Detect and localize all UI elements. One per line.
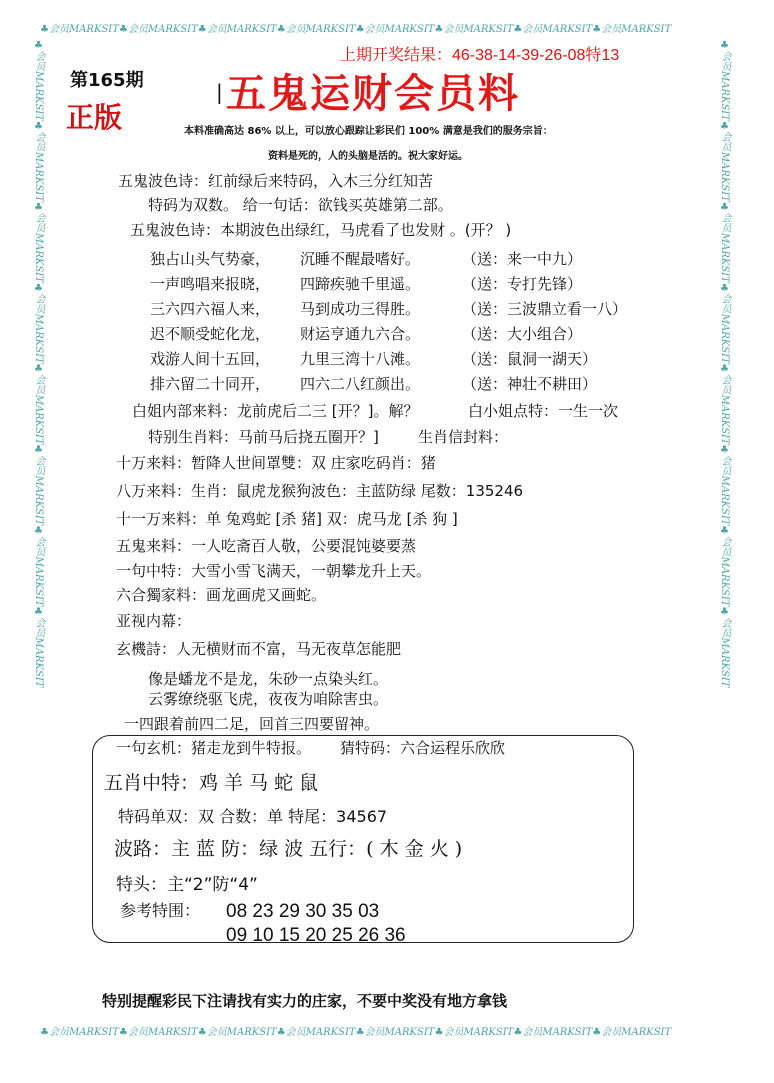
shiyiwan-line: 十一万来料：单 兔鸡蛇 [杀 猪] 双：虎马龙 [杀 狗 ] bbox=[116, 510, 458, 528]
baixiao-line: 白小姐点特：一生一次 bbox=[468, 402, 619, 420]
verse-a: 一声鸣唱来报晓， bbox=[150, 275, 271, 293]
danshuang-line: 特码单双：双 合数：单 特尾：34567 bbox=[118, 807, 388, 826]
verse-c: （送：专打先锋） bbox=[462, 275, 583, 293]
last-result: 上期开奖结果：46-38-14-39-26-08特13 bbox=[340, 47, 620, 64]
watermark-right: ♣会员MARKSIT♣会员MARKSIT♣会员MARKSIT♣会员MARKSIT♣会员MARKSIT♣会员MARKSIT♣会员MARKSIT♣会员MARKSIT bbox=[719, 40, 730, 688]
page-title: 五鬼运财会员料 bbox=[226, 70, 520, 117]
cai-line: 猜特码：六合运程乐欣欣 bbox=[340, 739, 506, 757]
verse-a: 排六留二十同开， bbox=[150, 375, 271, 393]
verse-c: （送：神壮不耕田） bbox=[462, 375, 598, 393]
special-line: 特别生肖料：马前马后挠五圈开？] bbox=[148, 428, 379, 446]
watermark-top: ♣会员MARKSIT♣会员MARKSIT♣会员MARKSIT♣会员MARKSIT♣会员MARKSIT♣会员MARKSIT♣会员MARKSIT♣会员MARKSIT bbox=[40, 24, 672, 35]
xuanji-verse-3: 一四跟着前四二足，回首三四要留神。 bbox=[124, 715, 380, 733]
verse-a: 迟不顺受蛇化龙， bbox=[150, 325, 271, 343]
verse-a: 独占山头气势豪， bbox=[150, 250, 271, 268]
verse-a: 戏游人间十五回， bbox=[150, 350, 271, 368]
subtitle-accuracy: 本料准确高达 86% 以上，可以放心跟踪让彩民们 100% 满意是我们的服务宗旨： bbox=[184, 126, 553, 137]
verse-b: 沉睡不醒最嗜好。 bbox=[300, 250, 421, 268]
verse-c: （送：大小组合） bbox=[462, 325, 583, 343]
cankao-row-1: 08 23 29 30 35 03 bbox=[226, 901, 380, 922]
title-bar: | bbox=[216, 80, 223, 104]
tetou-line: 特头：主“2”防“4” bbox=[116, 875, 258, 895]
shengxiao-line: 生肖信封料： bbox=[418, 428, 509, 446]
poem-line-3: 五鬼波色诗：本期波色出绿红，马虎看了也发财 。(开？ ) bbox=[130, 221, 512, 239]
yashi-line: 亚视内幕： bbox=[116, 612, 192, 630]
watermark-bottom: ♣会员MARKSIT♣会员MARKSIT♣会员MARKSIT♣会员MARKSIT♣会员MARKSIT♣会员MARKSIT♣会员MARKSIT♣会员MARKSIT bbox=[40, 1027, 672, 1038]
verse-b: 四蹄疾驰千里遥。 bbox=[300, 275, 421, 293]
xuanji-verse-1: 像是蟠龙不是龙，朱砂一点染头红。 bbox=[148, 670, 389, 688]
cankao-row-2: 09 10 15 20 25 26 36 bbox=[226, 925, 406, 946]
issue-number: 第165期 bbox=[70, 70, 144, 91]
genuine-label: 正版 bbox=[66, 101, 123, 134]
poem-line-1: 五鬼波色诗：红前绿后来特码，入木三分红知苦 bbox=[118, 172, 434, 190]
shiwan-line: 十万来料：暂降人世间罩雙：双 庄家吃码肖：猪 bbox=[116, 454, 436, 472]
poem-line-2: 特码为双数。 给一句话：欲钱买英雄第二部。 bbox=[148, 196, 453, 214]
yiju-line: 一句中特：大雪小雪飞满天，一朝攀龙升上天。 bbox=[116, 562, 432, 580]
verse-a: 三六四六福人来， bbox=[150, 300, 271, 318]
verse-b: 马到成功三得胜。 bbox=[300, 300, 421, 318]
bolu-line: 波路：主 蓝 防：绿 波 五行：( 木 金 火 ) bbox=[114, 838, 463, 860]
wugui-line: 五鬼来料：一人吃斋百人敬，公要混饨婆要蒸 bbox=[116, 537, 417, 555]
footer-notice: 特别提醒彩民下注请找有实力的庄家，不要中奖没有地方拿钱 bbox=[102, 992, 508, 1010]
xuanji-box-line: 一句玄机：猪走龙到牛特报。 bbox=[116, 739, 312, 757]
verse-c: （送：鼠洞一湖天） bbox=[462, 350, 598, 368]
subtitle-luck: 资料是死的，人的头脑是活的。祝大家好运。 bbox=[268, 151, 468, 162]
bawan-line: 八万来料：生肖：鼠虎龙猴狗波色：主蓝防绿 尾数：135246 bbox=[116, 482, 524, 500]
verse-c: （送：三波鼎立看一八） bbox=[462, 300, 628, 318]
verse-b: 四六二八红颜出。 bbox=[300, 375, 421, 393]
verse-b: 财运亨通九六合。 bbox=[300, 325, 421, 343]
xuanji-verse-2: 云雾缭绕驱飞虎，夜夜为咱除害虫。 bbox=[148, 690, 389, 708]
verse-b: 九里三湾十八滩。 bbox=[300, 350, 421, 368]
xuanji-line: 玄機詩：人无横财而不富，马无夜草怎能肥 bbox=[116, 640, 402, 658]
wuxiao-line: 五肖中特：鸡 羊 马 蛇 鼠 bbox=[104, 772, 319, 794]
cankao-label: 参考特围： bbox=[120, 901, 201, 920]
liuhe-line: 六合獨家料：画龙画虎又画蛇。 bbox=[116, 586, 327, 604]
watermark-left: ♣会员MARKSIT♣会员MARKSIT♣会员MARKSIT♣会员MARKSIT♣会员MARKSIT♣会员MARKSIT♣会员MARKSIT♣会员MARKSIT bbox=[33, 40, 44, 688]
verse-c: （送：来一中九） bbox=[462, 250, 583, 268]
baiji-line: 白姐内部来料：龙前虎后二三 [开？]。解？ bbox=[132, 402, 419, 420]
